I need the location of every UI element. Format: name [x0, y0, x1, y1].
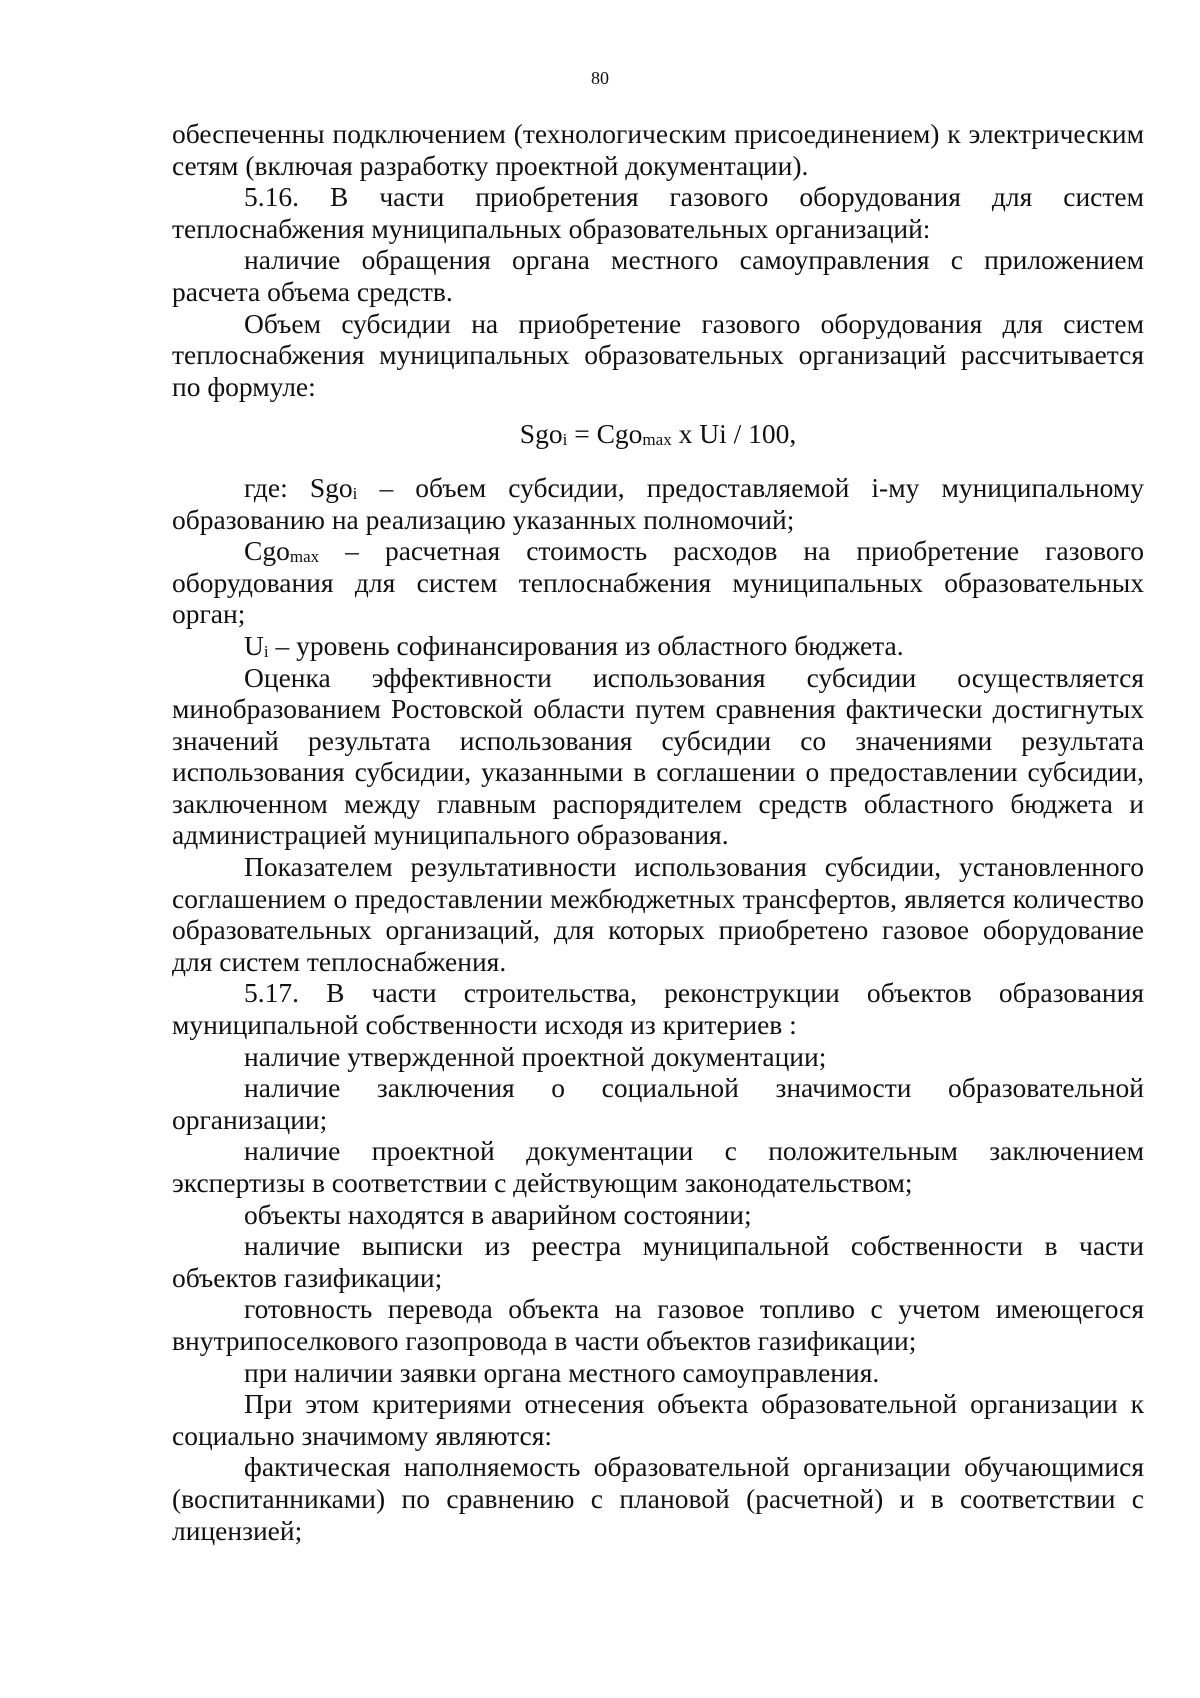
formula-sub-i: i — [562, 430, 568, 450]
paragraph-indicator: Показателем результативности использования субсидии, установленного соглашением о предоставлении межбюджетных трансфертов, является количество образовательных организаций, для которых приобретено газовое оборудование для систем теплоснабжения. — [172, 851, 1144, 977]
paragraph-criterion-appeal: наличие обращения органа местного самоуправления с приложением расчета объема средств. — [172, 244, 1144, 307]
paragraph-definition-u — [172, 630, 1144, 662]
paragraph-5-16: 5.16. В части приобретения газового оборудования для систем теплоснабжения муниципальных образовательных организаций: — [172, 181, 1144, 244]
definition-u-subscript: i — [263, 641, 269, 661]
paragraph-subsidy-volume: Объем субсидии на приобретение газового оборудования для систем теплоснабжения муниципальных образовательных организаций рассчитывается по формуле: — [172, 307, 1144, 402]
paragraph-definition-sgo — [172, 472, 1144, 535]
formula-part-c: x Ui / 100, — [671, 418, 797, 450]
paragraph-significance-criteria: При этом критериями отнесения объекта образовательной организации к социально значимому являются: — [172, 1388, 1144, 1451]
definition-cgo-text: – расчетная стоимость расходов на приобретение газового оборудования для систем теплоснабжения муниципальных образовательных орган; — [172, 535, 1144, 630]
definition-u-term: U — [244, 629, 264, 661]
formula-part-b: = Cgo — [567, 418, 643, 450]
paragraph-criterion-docs: наличие утвержденной проектной документации; — [244, 1040, 827, 1072]
paragraph-5-17: 5.17. В части строительства, реконструкции объектов образования муниципальной собственности исходя из критериев : — [172, 977, 1144, 1041]
paragraph-occupancy: фактическая наполняемость образовательной организации обучающимися (воспитанниками) по сравнению с плановой (расчетной) и в соответствии с лицензией; — [172, 1451, 1144, 1546]
paragraph-criterion-expertise: наличие проектной документации с положительным заключением экспертизы в соответствии с действующим законодательством; — [172, 1135, 1144, 1198]
paragraph-criterion-significance: наличие заключения о социальной значимости образовательной организации; — [172, 1072, 1144, 1135]
paragraph-criterion-emergency: объекты находятся в аварийном состоянии; — [244, 1198, 752, 1230]
page-number: 80 — [591, 68, 609, 88]
paragraph-criterion-gas: готовность перевода объекта на газовое топливо с учетом имеющегося внутрипоселкового газопровода в части объектов газификации; — [172, 1293, 1144, 1356]
paragraph-definition-cgo — [172, 535, 1144, 630]
formula-sub-max: max — [642, 430, 672, 450]
paragraph-criterion-application: при наличии заявки органа местного самоуправления. — [244, 1356, 880, 1388]
definition-cgo-term: Cgo — [244, 535, 290, 567]
paragraph-criterion-registry: наличие выписки из реестра муниципальной собственности в части объектов газификации; — [172, 1230, 1144, 1293]
paragraph-continuation: обеспеченны подключением (технологическим присоединением) к электрическим сетям (включая разработку проектной документации). — [172, 118, 1144, 181]
definition-sgo-text: – объем субсидии, предоставляемой i-му муниципальному образованию на реализацию указанных полномочий; — [172, 471, 1144, 535]
definition-sgo-term: где: Sgo — [244, 471, 353, 503]
paragraph-efficiency: Оценка эффективности использования субсидии осуществляется минобразованием Ростовской области путем сравнения фактически достигнутых значений результата использования субсидии со значениями результата использования субсидии, указанными в соглашении о предоставлении субсидии, заключенном между главным распорядителем средств областного бюджета и администрацией муниципального образования. — [172, 661, 1144, 851]
definition-u-text: – уровень софинансирования из областного бюджета. — [268, 629, 904, 661]
definition-cgo-subscript: max — [289, 547, 320, 567]
formula — [172, 418, 1144, 450]
document-body — [172, 118, 1144, 1546]
formula-part-a: Sgo — [519, 418, 563, 450]
definition-sgo-subscript: i — [352, 483, 358, 503]
